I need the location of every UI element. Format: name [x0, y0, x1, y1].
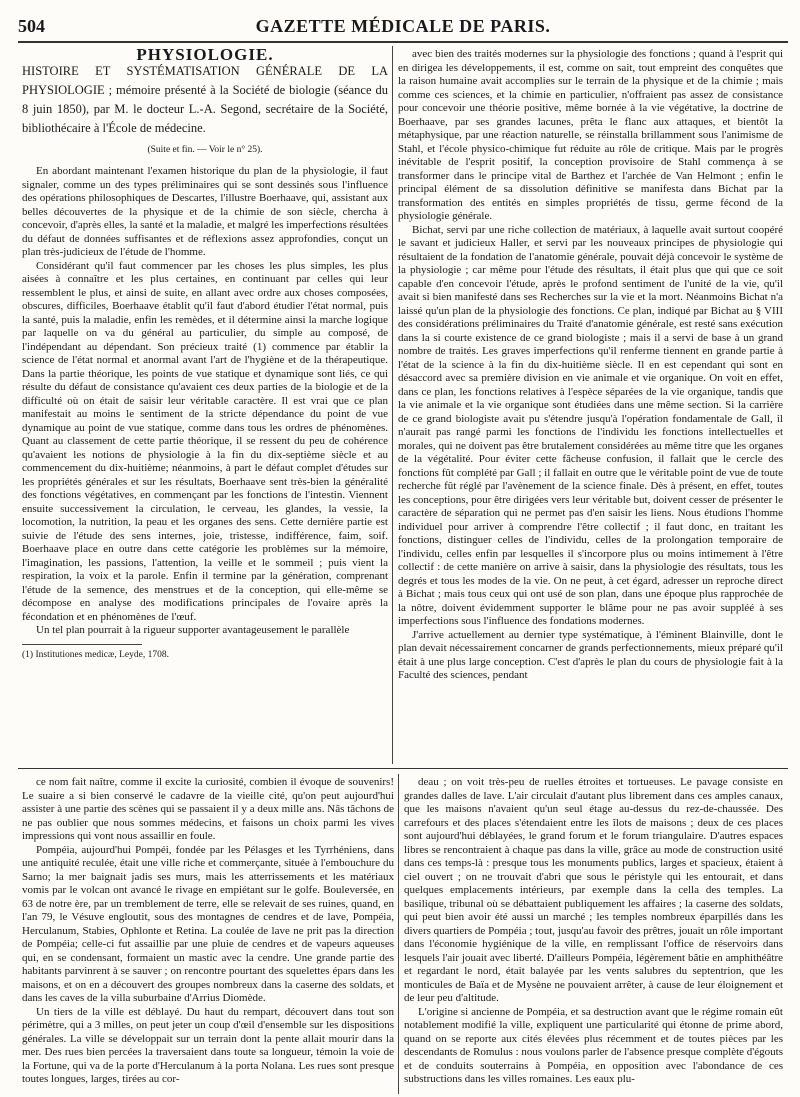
paragraph: Pompéia, aujourd'hui Pompéi, fondée par les Pélasges et les Tyrrhéniens, dans une antiquité reculée, était une ville riche et commerçante, située à l'embouchure du Sarno; la mer baignait jadis ses murs, mais les atterrissements et les matériaux vomis par le volcan ont avancé le rivage en empiétant sur le golfe. Bouleversée, en 63 de notre ère, par un tremblement de terre, elle se relevait de ses ruines, quand, en l'an 79, le Vésuve engloutit, sous des montagnes de cendres et de lave, Pompéia, Herculanum, Stabies, Ophlonte et Retina. La coulée de lave ne prit pas la direction de Pompéia; celle-ci fut assaillie par une pluie de cendres et de vapeurs aqueuses qui, en se condensant, formaient un mastic avec la cendre. Une grande partie des habitants parvinrent à se sauver ; on rencontre pourtant des squelettes épars dans les maisons, et on en a découvert des groupes nombreux dans la caserne des soldats, et dans les caves de la villa suburbaine d'Arrius Diomède. — [22, 843, 394, 1004]
article-heading: HISTOIRE ET SYSTÉMATISATION GÉNÉRALE DE LA PHYSIOLOGIE ; mémoire présenté à la Société de biologie (séance du 8 juin 1850), par M. le docteur L.-A. Segond, secrétaire de la Société, bibliothécaire à l'École de médecine. — [22, 63, 388, 135]
column-top-left — [22, 48, 388, 760]
paragraph: J'arrive actuellement au dernier type systématique, à l'éminent Blainville, dont le plan devait nécessairement concarner de grands perfectionnements, mieux préparé qu'il était à une plus large conception. C'est d'après le plan du cours de physiologie fait à la Faculté des sciences, pendant — [398, 628, 783, 681]
column-bottom-right — [404, 776, 783, 1091]
paragraph: avec bien des traités modernes sur la physiologie des fonctions ; quand à l'esprit qui en dirigea les développements, il est, comme on sait, tout empreint des conquêtes que la raison humaine avait accomplies sur le terrain de la physique et de la chimie ; mais comme ces sciences, et la chimie en particulier, n'offraient pas assez de consistance pour concevoir une théorie positive, même bornée à la vie végétative, la doctrine de Boerhaave, par ses grandes lacunes, prêta le flanc aux attaques, et bientôt la métaphysique, par une réaction naturelle, se réinstalla brillamment sous l'animisme de Stahl, et l'école physico-chimique fut réduite au rôle de critique. Mais par le progrès inévitable de l'esprit positif, la conception provisoire de Stahl commença à se transformer dans le principe vital de Barthez et l'archée de Van Helmont ; enfin le principal élément de sa dissolution définitive se manifesta dans Bichat par la transformation des entités en simples propriétés de tissu, germe fécond de la physiologie générale. — [398, 48, 783, 222]
paragraph: Un tel plan pourrait à la rigueur supporter avantageusement le parallèle — [36, 624, 350, 636]
paragraph: L'origine si ancienne de Pompéia, et sa destruction avant que le régime romain eût notablement modifié la ville, expliquent une particularité qui étonne de prime abord, quand on se reporte aux cités élevées plus récemment et de toutes pièces par les descendants de Romulus : nous voulons parler de l'absence presque complète d'égouts et de conduits souterrains à Pompéia, en opposition avec l'abondance de ces substructions dans les villes romaines. Les eaux plu- — [404, 1005, 783, 1085]
footnote-rule — [22, 644, 142, 645]
column-top-right — [398, 48, 783, 760]
page-header — [18, 14, 788, 38]
page-number: 504 — [18, 16, 45, 36]
section-title: PHYSIOLOGIE. — [136, 48, 274, 64]
header-rule — [18, 41, 788, 43]
continued-note: (Suite et fin. — Voir le n° 25). — [147, 144, 263, 155]
paragraph: Bichat, servi par une riche collection de matériaux, à laquelle avait surtout coopéré le savant et judicieux Haller, et servi par les nouveaux principes de physiologie qui résultaient de la fondation de l'anatomie générale, pouvait déjà concevoir le système de la physiologie ; car même pour l'étude des résultats, il était plus que qui que ce soit capable d'en concevoir l'étude, après le profond sentiment de l'unité de la vie, qu'il avait si bien manifesté dans ses Recherches sur la vie et la mort. Néanmoins Bichat n'a laissé qu'un plan de la physiologie des fonctions. Ce plan, indiqué par Bichat au § VIII des considérations préliminaires du Traité d'anatomie générale, est resté sans exécution dans la si courte existence de ce grand biologiste ; mais il a servi de base à un grand nombre de traités. Les graves imperfections qu'il renferme tiennent en grande partie à l'état de la science à la fin du dix-huitième siècle. Il en est cependant qui sont en désaccord avec sa première division en vie animale et vie organique. On voit en effet, dans ce plan, les fonctions relatives à l'espèce séparées de la vie organique, tandis que la vie animale et la vie organique sont étudiées dans une même section. Si la carrière de ce grand biologiste avait pu s'étendre jusqu'à l'opération fondamentale de Gall, il n'aurait pas rangé parmi les fonctions de l'individu les fonctions intellectuelles et morales, qui ne doivent pas être brutalement considérées au même titre que les organes de la végétalité. Pour éviter cette fâcheuse confusion, il fallait que le cercle des fonctions fût complété par Gall ; il fallait en outre que le véritable point de vue de toute recherche fût réglé par l'avènement de la science finale. Dès à présent, en effet, toutes les conceptions, pour être dirigées vers leur véritable but, doivent cesser de présenter le caractère de séparation qui ne permet pas d'en saisir les liens. Nous étudions l'homme individuel pour arriver à comprendre l'être collectif ; il faut donc, en traitant les fonctions, distinguer celles de l'individu, celles de la prolongation temporaire de l'individu, celles enfin par lesquelles il s'incorpore plus ou moins intimement à l'être collectif : de cette manière on arrive à saisir, dans la physiologie des résultats, tous les degrés et tous les modes de la vie. On ne peut, à cet égard, adresser un reproche direct à Bichat ; mais tous ceux qui ont usé de son plan, dans une époque plus rapprochée de la nôtre, doivent évidemment supporter le blâme pour ne pas avoir suppléé à ses imperfections sous l'influence des fondations modernes. — [398, 223, 783, 627]
column-divider-bottom — [398, 774, 399, 1094]
paragraph: Considérant qu'il faut commencer par les choses les plus simples, les plus aisées à connaître et les plus certaines, en continuant par celles qui leur ressemblent le plus, et ainsi de suite, en allant avec ordre aux choses composées, obscures, difficiles, Boerhaave établit qu'il faut d'abord étudier l'état normal, puis la santé, puis la maladie, enfin les remèdes, et il détermine ainsi la marche logique par laquelle on va du général au particulier, du simple au composé, de l'indépendant au dépendant. Son précieux traité (1) commence par établir la science de l'état normal et anormal avant l'art de l'hygiène et de la thérapeutique. Dans la partie théorique, les points de vue statique et dynamique sont liés, ce qui résulte du défaut de consistance qu'avaient ces deux parties de la biologie et de la difficulté où on était de saisir leur véritable caractère. Il est vrai que ce plan manifestait au moins le sentiment de la stricte dépendance du point de vue dynamique au point de vue statique, comme dans tous les ordres de phénomènes. Quant au classement de cette partie théorique, il se ressent du peu de cohérence qu'avaient les notions de physiologie à la fin du dix-septième siècle et au commencement du dix-huitième; néanmoins, à part le défaut complet d'études sur les propriétés générales et sur les résultats, Boerhaave sent très-bien la généralité des fonctions végétatives, en commençant par les fonctions de l'intestin. Viennent ensuite successivement la circulation, le cerveau, les glandes, la vessie, la locomotion, la nutrition, la peau et les organes des sens. Cette dernière partie est suivie de l'étude des sens internes, joie, tristesse, indifférence, faim, soif. Boerhaave place en outre dans cette catégorie les problèmes sur la mémoire, l'imagination, les passions, l'attention, la veille et le sommeil ; puis vient la respiration, la voix et la parole. Enfin il termine par la génération, comprenant l'étude de la semence, des menstrues et de la conception, qui elle-même se décompose en analyse des modifications principales de l'ovaire après la fécondation et en phénomènes de l'œuf. — [22, 259, 388, 623]
paragraph: ce nom fait naître, comme il excite la curiosité, combien il évoque de souvenirs! Le suaire a si bien conservé le cadavre de la vieille cité, qu'on peut aujourd'hui assister à une partie des scènes qui se passaient il y a deux mille ans. Nâs tâchons de ne pas oublier que nous sommes médecins, et faisons un choix parmi les vives impressions qui vont nous assaillir en foule. — [22, 776, 394, 842]
paragraph: Un tiers de la ville est déblayé. Du haut du rempart, découvert dans tout son périmètre, qui a 3 milles, on peut jeter un coup d'œil d'ensemble sur les dispositions générales. La ville se développait sur un terrain dont la pente allait mourir dans la mer. Des rues bien percées la traversaient dans toute sa longueur, témoin la voie de la Fortune, qui va de la porte d'Herculanum à la porta Nolana. Les rues sont presque toutes longues, larges, tirées au cor- — [22, 1005, 394, 1085]
column-divider-top — [392, 46, 393, 764]
footnote: (1) Institutiones medicæ, Leyde, 1708. — [22, 649, 169, 660]
column-bottom-left — [22, 776, 394, 1091]
paragraph: deau ; on voit très-peu de ruelles étroites et tortueuses. Le pavage consiste en grandes dalles de lave. L'air circulait d'autant plus librement dans ces amples canaux, que les maisons n'avaient qu'un seul étage au-dessus du rez-de-chaussée. Des carrefours et des places s'étendaient entre les îlots de maisons ; deux de ces places sont aujourd'hui déblayées, le grand forum et le forum triangulaire. D'autres espaces libres se rencontraient à chaque pas dans la ville, grâce au mode de construction usité dans ces temps-là : presque tous les monuments publics, larges et spacieux, étaient à ciel ouvert ; on ne trouvait d'abri que sous le péristyle qui les entourait, et dans quelques emplacements intérieurs, par exemple dans la cella des temples. La basilique, tribunal où se débattaient publiquement les affaires ; la caserne des soldats, qui peut bien avoir été aussi un marché ; les temples nombreux éparpillés dans les divers quartiers de Pompéia ; tout, jusqu'au favoir des prêtres, jouait un rôle important dans l'économie hygiénique de la ville, en remplissant l'office de réservoirs dans lesquels l'air jouait avec liberté. D'ailleurs Pompéia, légèrement bâtie en amphithéâtre et regardant le nord, était balayée par les vents salubres du septentrion, que les monticules de Baïa et de Mysène ne pouvaient arrêter, à cause de leur éloignement et de leur peu d'altitude. — [404, 776, 783, 1004]
newspaper-title: GAZETTE MÉDICALE DE PARIS. — [255, 16, 551, 36]
feuilleton-rule — [18, 768, 788, 769]
paragraph: En abordant maintenant l'examen historique du plan de la physiologie, il faut signaler, comme un des types préliminaires qui se sont dessinés sous l'influence des opérations philosophiques de Descartes, l'illustre Boerhaave, qui, assistant aux belles découvertes de la physique et de la chimie de son siècle, chercha à concevoir, d'après elles, la santé et la maladie, et malgré les imperfections résultées du défaut de données suffisantes et de réflexions assez approfondies, conçut un plan très-judicieux de l'étude de l'homme. — [22, 165, 388, 258]
